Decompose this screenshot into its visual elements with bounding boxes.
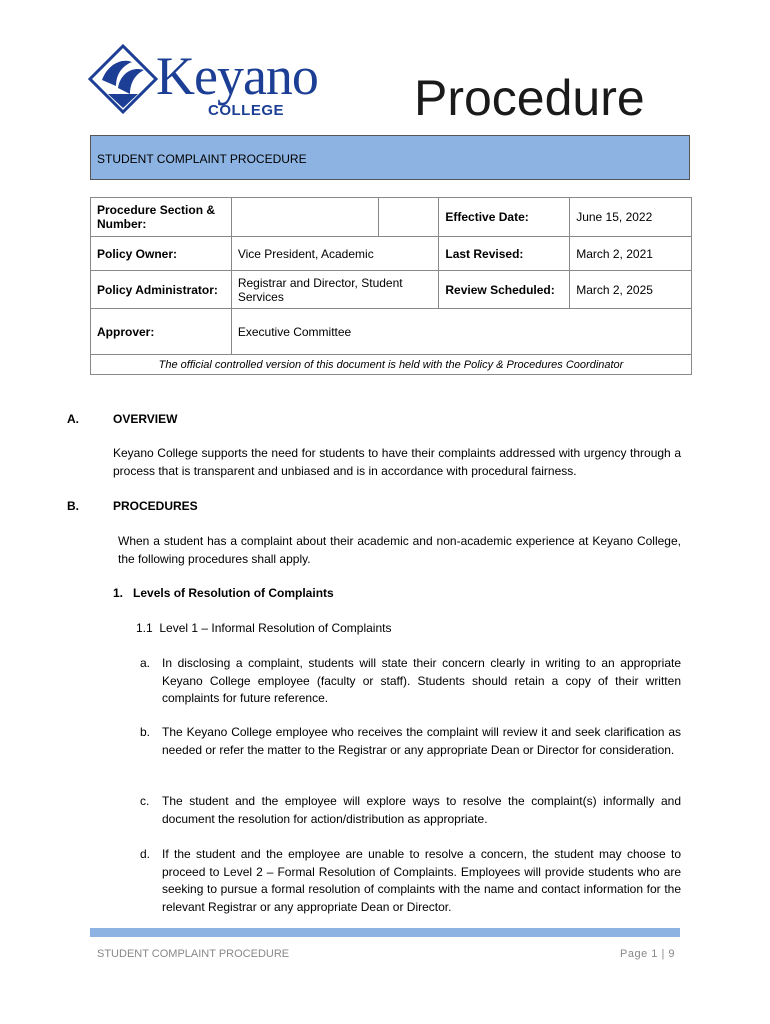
logo-emblem-icon (88, 44, 158, 114)
section-a-title: OVERVIEW (113, 412, 178, 426)
title-banner (90, 135, 690, 180)
section-b-letter: B. (67, 499, 79, 513)
item-b-letter: b. (140, 725, 151, 739)
levels-heading: 1. Levels of Resolution of Complaints (113, 586, 334, 600)
footer-bar (90, 928, 680, 937)
review-value: March 2, 2025 (570, 271, 692, 309)
procedures-text: When a student has a complaint about their academic and non-academic experience at Keyano College, the following procedures shall apply. (118, 534, 681, 566)
page-title: Procedure (414, 70, 645, 126)
effective-label: Effective Date: (439, 198, 570, 237)
owner-value: Vice President, Academic (231, 237, 439, 271)
official-note: The official controlled version of this document is held with the Policy & Procedures Coordinator (91, 355, 692, 375)
item-c-letter: c. (140, 794, 150, 808)
metadata-table (90, 197, 692, 375)
logo-college-text: COLLEGE (208, 102, 285, 119)
item-a-text: In disclosing a complaint, students will state their concern clearly in writing to an appropriate Keyano College employee (faculty or staff). Students should retain a copy of their written complaints for future reference. (162, 656, 681, 705)
section-a-letter: A. (67, 412, 79, 426)
effective-value: June 15, 2022 (570, 198, 692, 237)
item-b-text: The Keyano College employee who receives the complaint will review it and seek clarification as needed or refer the matter to the Registrar or any appropriate Dean or Director for consideration. (162, 725, 681, 757)
section-b-title: PROCEDURES (113, 499, 198, 513)
review-label: Review Scheduled: (439, 271, 570, 309)
admin-value: Registrar and Director, Student Services (231, 271, 439, 309)
admin-label: Policy Administrator: (91, 271, 232, 309)
section-value-2 (378, 198, 439, 237)
revised-label: Last Revised: (439, 237, 570, 271)
approver-value: Executive Committee (231, 309, 691, 355)
item-d-letter: d. (140, 847, 151, 861)
approver-label: Approver: (91, 309, 232, 355)
page-number: Page 1 | 9 (620, 948, 675, 960)
keyano-logo (88, 44, 328, 120)
section-label: Procedure Section & Number: (91, 198, 232, 237)
footer-title: STUDENT COMPLAINT PROCEDURE (97, 948, 290, 960)
banner-title: STUDENT COMPLAINT PROCEDURE (97, 152, 307, 166)
level-1-heading: 1.1 Level 1 – Informal Resolution of Complaints (136, 621, 392, 635)
item-c-text: The student and the employee will explore ways to resolve the complaint(s) informally and document the resolution for action/distribution as appropriate. (162, 794, 681, 826)
logo-wordmark: Keyano (156, 46, 318, 106)
section-value-1 (231, 198, 378, 237)
item-d-text: If the student and the employee are unable to resolve a concern, the student may choose to proceed to Level 2 – Formal Resolution of Complaints. Employees will provide students who are seeking to pursue a formal resolution of complaints with the name and contact information for the relevant Registrar or any appropriate Dean or Director. (162, 847, 681, 914)
overview-text: Keyano College supports the need for students to have their complaints addressed with urgency through a process that is transparent and unbiased and is in accordance with procedural fairness. (113, 446, 681, 478)
item-a-letter: a. (140, 656, 151, 670)
revised-value: March 2, 2021 (570, 237, 692, 271)
owner-label: Policy Owner: (91, 237, 232, 271)
